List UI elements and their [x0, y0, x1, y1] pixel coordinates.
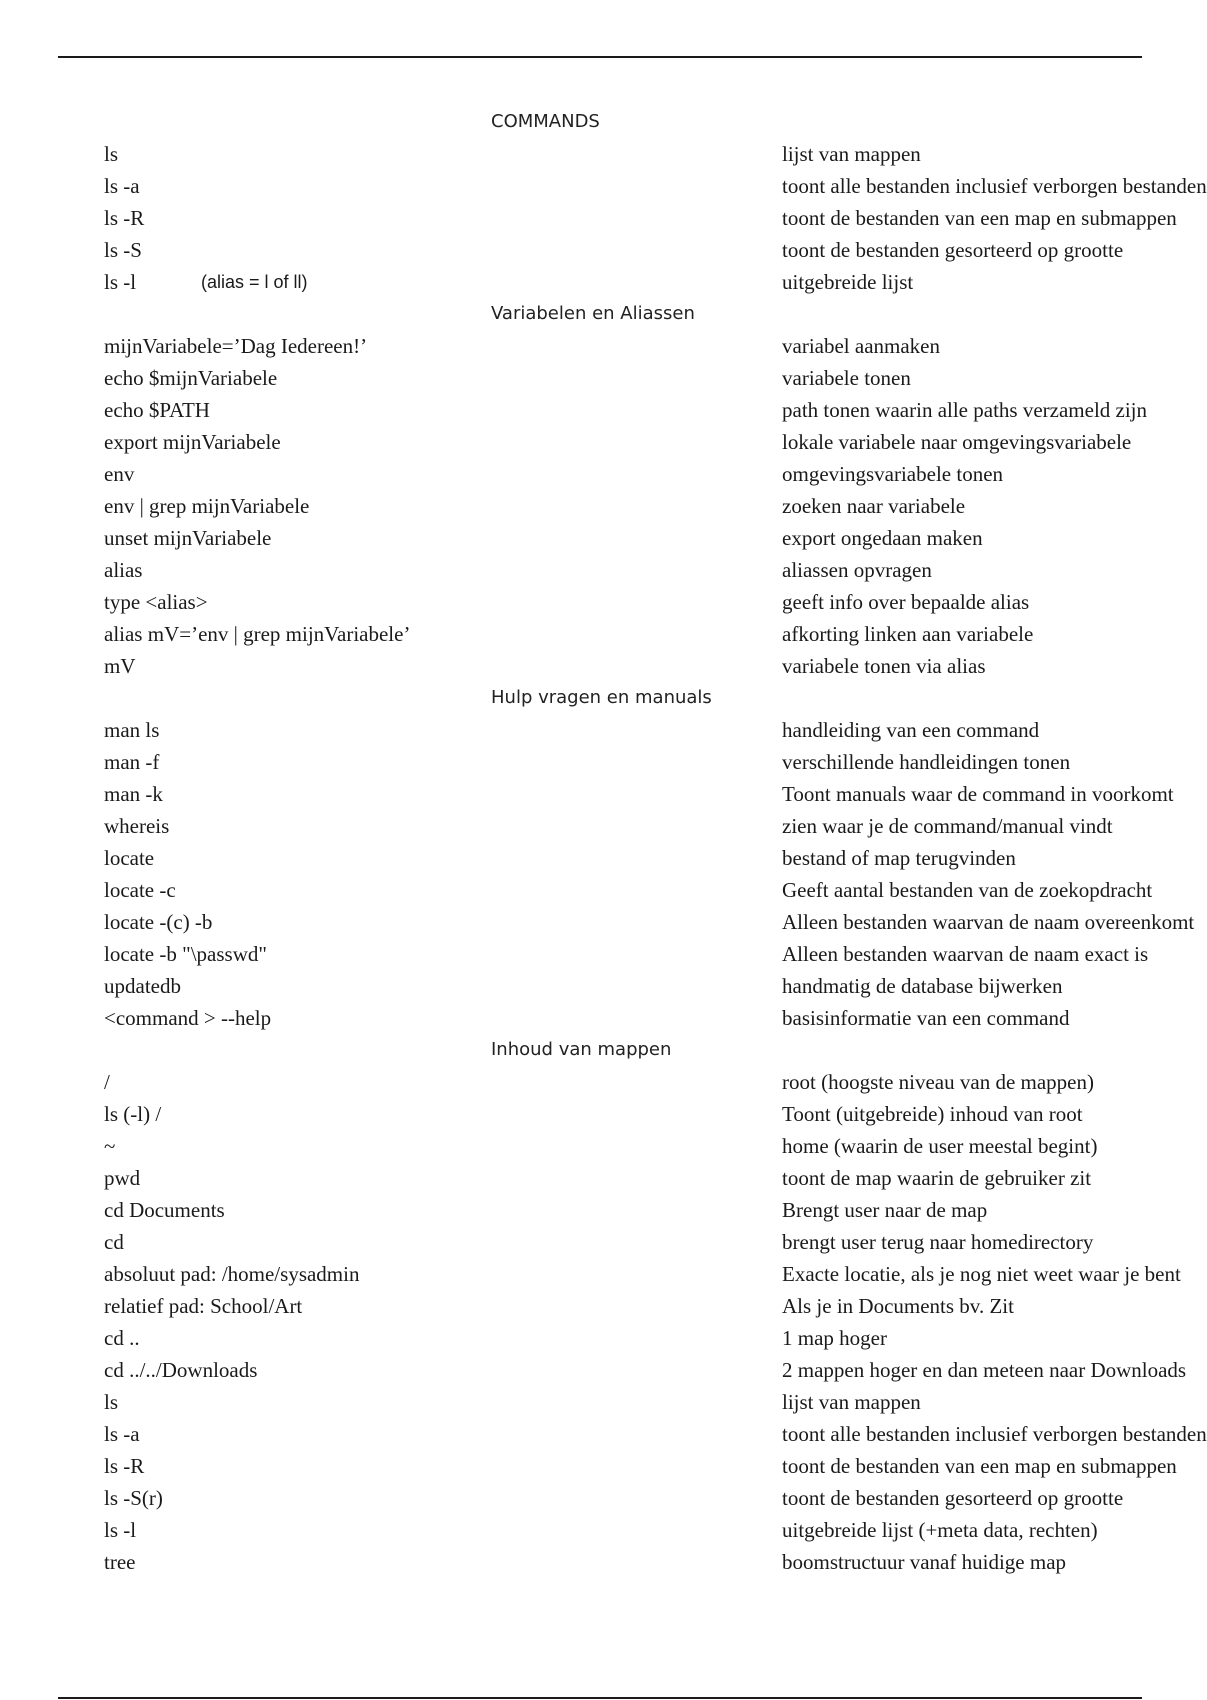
command-text: cd ..: [104, 1326, 140, 1350]
command-row: [0, 970, 1200, 1002]
command-row: [0, 1482, 1200, 1514]
command-text: whereis: [104, 814, 170, 838]
command-row: [0, 1322, 1200, 1354]
command-description: boomstructuur vanaf huidige map: [782, 1550, 1067, 1574]
command-description: toont alle bestanden inclusief verborgen bestanden: [782, 174, 1207, 198]
top-rule: [58, 56, 1142, 58]
command-description: toont de bestanden gesorteerd op grootte: [782, 238, 1124, 262]
command-row: [0, 874, 1200, 906]
command-description: omgevingsvariabele tonen: [782, 462, 1004, 486]
command-row: [0, 1354, 1200, 1386]
command-row: [0, 714, 1200, 746]
command-text: ls (-l) /: [104, 1102, 162, 1126]
command-text: ~: [104, 1134, 116, 1158]
command-text: relatief pad: School/Art: [104, 1294, 303, 1318]
command-row: [0, 394, 1200, 426]
section-header-row: [0, 298, 1200, 330]
command-text: locate -c: [104, 878, 176, 902]
command-row: [0, 778, 1200, 810]
command-text: cd: [104, 1230, 124, 1254]
command-description: export ongedaan maken: [782, 526, 983, 550]
command-description: geeft info over bepaalde alias: [782, 590, 1030, 614]
command-text: ls: [104, 1390, 119, 1414]
command-text: locate -b "\passwd": [104, 942, 267, 966]
command-row: [0, 1194, 1200, 1226]
command-row: [0, 490, 1200, 522]
command-row: [0, 330, 1200, 362]
command-description: Geeft aantal bestanden van de zoekopdracht: [782, 878, 1153, 902]
command-text: locate -(c) -b: [104, 910, 213, 934]
command-text: man -f: [104, 750, 160, 774]
command-row: [0, 202, 1200, 234]
command-description: toont de bestanden van een map en submappen: [782, 1454, 1177, 1478]
command-row: [0, 1098, 1200, 1130]
command-row: [0, 1546, 1200, 1578]
command-row: [0, 1066, 1200, 1098]
command-text: ls -S(r): [104, 1486, 163, 1510]
command-description: 1 map hoger: [782, 1326, 887, 1350]
command-text: man -k: [104, 782, 163, 806]
command-text: env: [104, 462, 135, 486]
command-description: 2 mappen hoger en dan meteen naar Downloads: [782, 1358, 1187, 1382]
command-text: cd Documents: [104, 1198, 225, 1222]
command-description: Als je in Documents bv. Zit: [782, 1294, 1014, 1318]
command-description: path tonen waarin alle paths verzameld zijn: [782, 398, 1148, 422]
command-description: verschillende handleidingen tonen: [782, 750, 1071, 774]
command-description: Toont (uitgebreide) inhoud van root: [782, 1102, 1083, 1126]
section-title: Inhoud van mappen: [491, 1039, 672, 1060]
command-text: updatedb: [104, 974, 181, 998]
command-description: Alleen bestanden waarvan de naam overeenkomt: [782, 910, 1195, 934]
command-row: [0, 1002, 1200, 1034]
command-text: ls -S: [104, 238, 142, 262]
command-text: env | grep mijnVariabele: [104, 494, 310, 518]
command-row: [0, 170, 1207, 202]
command-row: [0, 842, 1200, 874]
command-description: Alleen bestanden waarvan de naam exact is: [782, 942, 1149, 966]
command-description: zien waar je de command/manual vindt: [782, 814, 1113, 838]
command-row: [0, 586, 1200, 618]
command-row: [0, 746, 1200, 778]
section-header-row: [0, 106, 1200, 138]
command-text: type <alias>: [104, 590, 208, 614]
command-description: handmatig de database bijwerken: [782, 974, 1063, 998]
command-row: [0, 810, 1200, 842]
spreadsheet-page: [0, 106, 1207, 1578]
command-row: [0, 554, 1200, 586]
command-description: basisinformatie van een command: [782, 1006, 1070, 1030]
section-title: Variabelen en Aliassen: [491, 303, 695, 324]
command-description: handleiding van een command: [782, 718, 1040, 742]
command-description: lokale variabele naar omgevingsvariabele: [782, 430, 1132, 454]
command-text: /: [104, 1070, 110, 1094]
command-text: ls -l: [104, 1518, 137, 1542]
command-text: pwd: [104, 1166, 141, 1190]
command-row: [0, 1386, 1200, 1418]
command-text: ls: [104, 142, 119, 166]
command-row: [0, 618, 1200, 650]
section-title: COMMANDS: [491, 111, 600, 132]
command-description: Toont manuals waar de command in voorkomt: [782, 782, 1174, 806]
command-row: [0, 1290, 1200, 1322]
command-row: [0, 138, 1200, 170]
command-text: echo $PATH: [104, 398, 210, 422]
section-header-row: [0, 682, 1200, 714]
command-row: [0, 426, 1200, 458]
command-text: <command > --help: [104, 1006, 272, 1030]
command-text: ls -a: [104, 1422, 140, 1446]
command-row: [0, 1130, 1200, 1162]
command-text: ls -R: [104, 206, 145, 230]
command-description: uitgebreide lijst (+meta data, rechten): [782, 1518, 1098, 1542]
command-row: [0, 266, 1200, 298]
command-text: alias mV=’env | grep mijnVariabele’: [104, 622, 411, 646]
command-text: absoluut pad: /home/sysadmin: [104, 1262, 360, 1286]
command-description: afkorting linken aan variabele: [782, 622, 1034, 646]
section-header-row: [0, 1034, 1200, 1066]
command-row: [0, 938, 1200, 970]
command-row: [0, 458, 1200, 490]
command-text: tree: [104, 1550, 136, 1574]
command-row: [0, 1450, 1200, 1482]
command-text: mV: [104, 654, 136, 678]
command-description: toont de bestanden gesorteerd op grootte: [782, 1486, 1124, 1510]
command-description: lijst van mappen: [782, 1390, 921, 1414]
command-text: export mijnVariabele: [104, 430, 281, 454]
command-text: alias: [104, 558, 143, 582]
command-text: cd ../../Downloads: [104, 1358, 258, 1382]
command-text: echo $mijnVariabele: [104, 366, 278, 390]
command-description: Exacte locatie, als je nog niet weet waar je bent: [782, 1262, 1181, 1286]
command-description: bestand of map terugvinden: [782, 846, 1016, 870]
command-row: [0, 1162, 1200, 1194]
command-row: [0, 1514, 1200, 1546]
command-description: variabel aanmaken: [782, 334, 940, 358]
command-text: mijnVariabele=’Dag Iedereen!’: [104, 334, 368, 358]
command-text: ls -a: [104, 174, 140, 198]
command-description: toont de map waarin de gebruiker zit: [782, 1166, 1092, 1190]
command-description: root (hoogste niveau van de mappen): [782, 1070, 1094, 1094]
command-row: [0, 1418, 1207, 1450]
command-text: man ls: [104, 718, 160, 742]
bottom-rule: [58, 1697, 1142, 1699]
command-description: lijst van mappen: [782, 142, 921, 166]
command-description: variabele tonen via alias: [782, 654, 986, 678]
section-title: Hulp vragen en manuals: [491, 687, 712, 708]
command-text: locate: [104, 846, 155, 870]
command-row: [0, 906, 1200, 938]
command-description: brengt user terug naar homedirectory: [782, 1230, 1094, 1254]
command-description: toont de bestanden van een map en submappen: [782, 206, 1177, 230]
command-description: toont alle bestanden inclusief verborgen bestanden: [782, 1422, 1207, 1446]
command-row: [0, 362, 1200, 394]
command-row: [0, 234, 1200, 266]
command-description: zoeken naar variabele: [782, 494, 966, 518]
command-description: Brengt user naar de map: [782, 1198, 988, 1222]
command-row: [0, 1226, 1200, 1258]
command-note: (alias = l of ll): [201, 272, 308, 292]
command-text: ls -R: [104, 1454, 145, 1478]
command-description: home (waarin de user meestal begint): [782, 1134, 1098, 1158]
command-description: variabele tonen: [782, 366, 911, 390]
command-description: aliassen opvragen: [782, 558, 932, 582]
command-description: uitgebreide lijst: [782, 270, 914, 294]
command-row: [0, 650, 1200, 682]
command-text: ls -l: [104, 270, 137, 294]
command-row: [0, 1258, 1200, 1290]
command-row: [0, 522, 1200, 554]
command-text: unset mijnVariabele: [104, 526, 272, 550]
